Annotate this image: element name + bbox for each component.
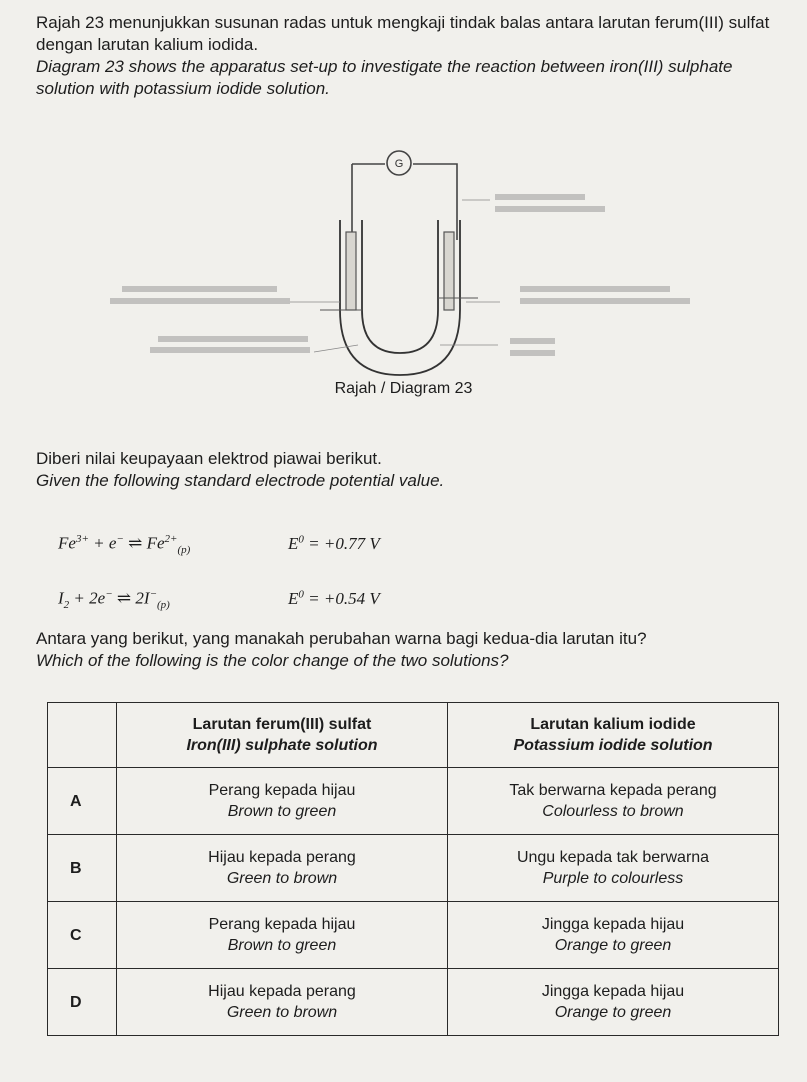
option-iron-change: Hijau kepada perang Green to brown	[117, 835, 448, 902]
electrode-potential-iodine: $E^0 = +0.54$ V	[288, 588, 380, 608]
option-key[interactable]: D	[48, 969, 117, 1036]
header-potassium-iodide: Larutan kalium iodide Potassium iodide solution	[448, 703, 779, 768]
diagram-caption: Rajah / Diagram 23	[334, 380, 473, 397]
apparatus-diagram	[100, 140, 720, 405]
question-intro	[36, 12, 781, 100]
question-english: Which of the following is the color change of the two solutions?	[36, 651, 509, 670]
electrode-potential-iron: $E^0 = +0.77$ V	[288, 533, 380, 553]
option-row-b[interactable]	[48, 835, 779, 902]
question-malay: Antara yang berikut, yang manakah perubahan warna bagi kedua-dia larutan itu?	[36, 629, 647, 648]
given-english: Given the following standard electrode potential value.	[36, 471, 445, 490]
option-iodide-change: Ungu kepada tak berwarna Purple to colourless	[448, 835, 779, 902]
option-key[interactable]: C	[48, 902, 117, 969]
given-statement	[36, 448, 781, 492]
intro-english: Diagram 23 shows the apparatus set-up to investigate the reaction between iron(III) sulphate solution with potassium iodide solution.	[36, 57, 733, 98]
option-iron-change: Perang kepada hijau Brown to green	[117, 902, 448, 969]
option-iodide-change: Jingga kepada hijau Orange to green	[448, 902, 779, 969]
option-iron-change: Perang kepada hijau Brown to green	[117, 768, 448, 835]
header-blank	[48, 703, 117, 768]
option-row-d[interactable]	[48, 969, 779, 1036]
galvanometer-symbol: G	[394, 158, 404, 170]
half-equation-iodine: $I_2 + 2e^-$ ⇌ $2I^-_{(p)}$ $E^0 = +0.54$ V	[58, 588, 380, 612]
option-row-c[interactable]	[48, 902, 779, 969]
option-key[interactable]: A	[48, 768, 117, 835]
option-iron-change: Hijau kepada perang Green to brown	[117, 969, 448, 1036]
option-iodide-change: Jingga kepada hijau Orange to green	[448, 969, 779, 1036]
header-iron-sulphate: Larutan ferum(III) sulfat Iron(III) sulphate solution	[117, 703, 448, 768]
question-stem	[36, 628, 781, 672]
options-table	[47, 702, 779, 1036]
given-malay: Diberi nilai keupayaan elektrod piawai berikut.	[36, 449, 382, 468]
table-header-row	[48, 703, 779, 768]
option-iodide-change: Tak berwarna kepada perang Colourless to brown	[448, 768, 779, 835]
option-key[interactable]: B	[48, 835, 117, 902]
carbon-electrode-left	[346, 232, 356, 310]
half-equation-iron: $Fe^{3+} + e^-$ ⇌ $Fe^{2+}_{(p)}$ $E^0 = +0.77$ V	[58, 533, 380, 557]
option-row-a[interactable]	[48, 768, 779, 835]
intro-malay: Rajah 23 menunjukkan susunan radas untuk mengkaji tindak balas antara larutan ferum(III) sulfat dengan larutan kalium iodida.	[36, 13, 770, 54]
